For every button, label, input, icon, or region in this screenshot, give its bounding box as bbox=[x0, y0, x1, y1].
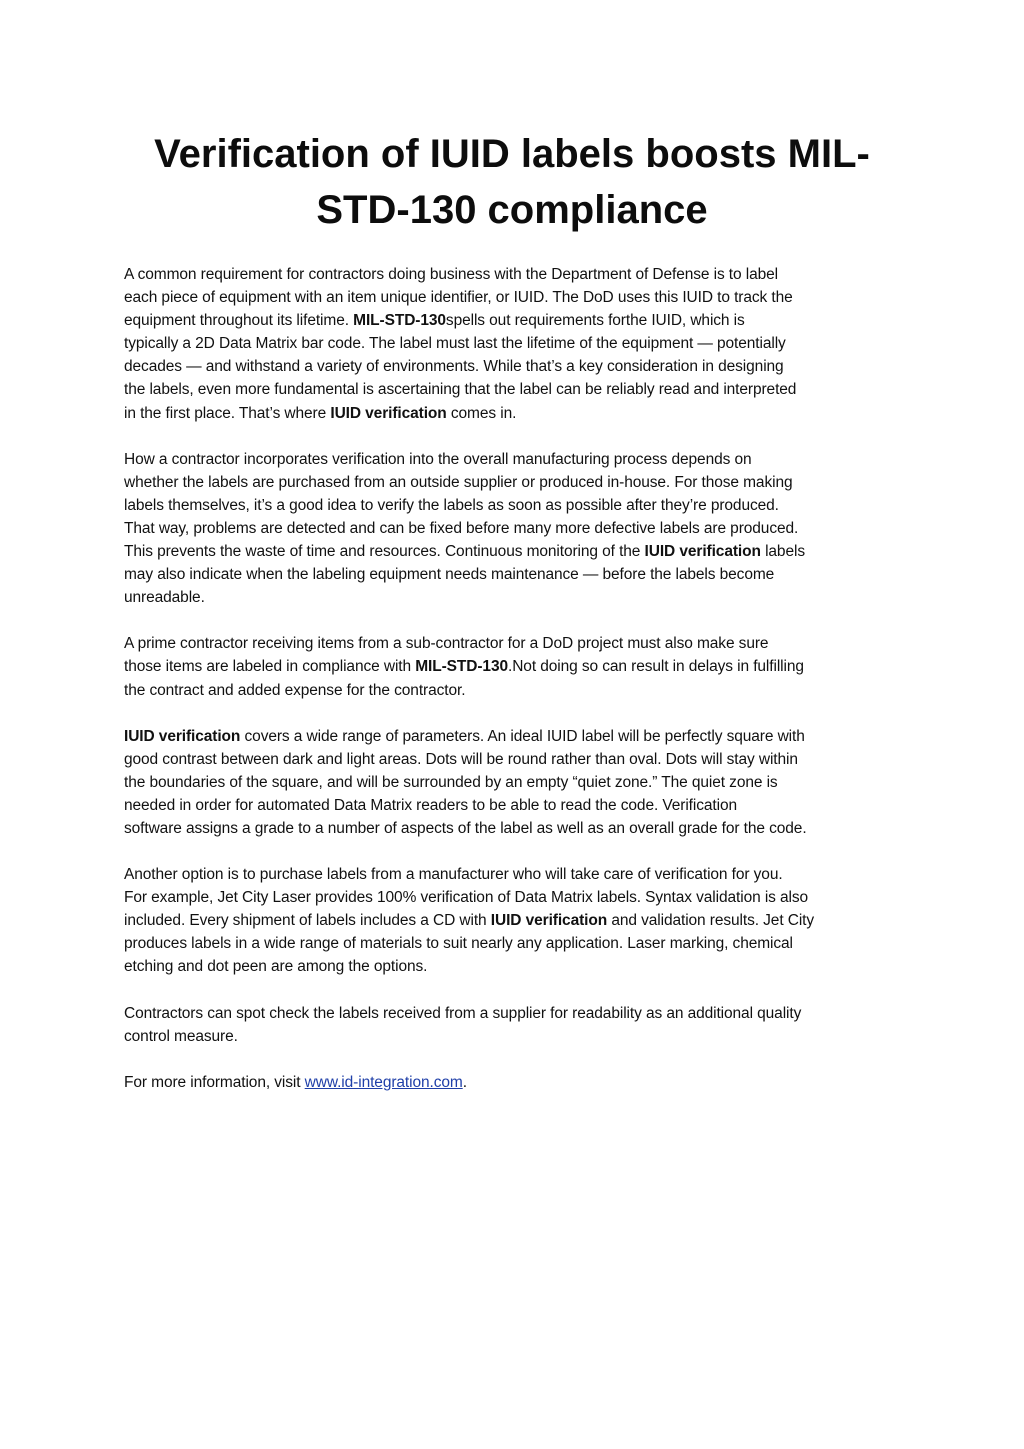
bold-term: IUID verification bbox=[644, 543, 761, 561]
text-run: How a contractor incorporates verification into the overall manufacturing process depends on bbox=[124, 450, 752, 468]
text-run: spells out requirements forthe IUID, which is bbox=[445, 312, 745, 330]
text-run: etching and dot peen are among the options. bbox=[124, 958, 428, 976]
text-run: typically a 2D Data Matrix bar code. The label must last the lifetime of the equipment — potentially bbox=[124, 335, 786, 353]
text-run: For example, Jet City Laser provides 100% verification of Data Matrix labels. Syntax validation is also bbox=[124, 889, 809, 907]
text-run: .Not doing so can result in delays in fulfilling bbox=[508, 658, 804, 676]
text-line bbox=[124, 1002, 914, 1025]
text-run: comes in. bbox=[446, 404, 517, 422]
text-run: equipment throughout its lifetime. bbox=[124, 312, 354, 330]
text-run: and validation results. Jet City bbox=[607, 912, 815, 930]
text-line bbox=[124, 817, 914, 840]
text-run: labels bbox=[760, 543, 805, 561]
text-line bbox=[124, 679, 914, 702]
text-line bbox=[124, 286, 914, 309]
paragraph bbox=[124, 863, 914, 978]
text-line bbox=[124, 332, 914, 355]
text-line bbox=[124, 563, 914, 586]
bold-term: MIL-STD-130 bbox=[415, 658, 508, 676]
text-line bbox=[124, 863, 914, 886]
text-line bbox=[124, 402, 914, 425]
bold-term: IUID verification bbox=[490, 912, 608, 930]
bold-term: MIL-STD-130 bbox=[353, 312, 446, 330]
text-line bbox=[124, 494, 914, 517]
bold-term: IUID verification bbox=[124, 727, 241, 745]
text-run: A prime contractor receiving items from a sub-contractor for a DoD project must also make sure bbox=[124, 635, 769, 653]
text-run: software assigns a grade to a number of aspects of the label as well as an overall grade for the code. bbox=[124, 819, 807, 837]
text-line bbox=[124, 794, 914, 817]
text-run: included. Every shipment of labels includes a CD with bbox=[124, 912, 491, 930]
paragraph bbox=[124, 448, 914, 610]
text-line bbox=[124, 540, 914, 563]
text-line bbox=[124, 471, 914, 494]
text-run: those items are labeled in compliance with bbox=[124, 658, 416, 676]
text-run: whether the labels are purchased from an outside supplier or produced in-house. For those making bbox=[124, 473, 793, 491]
text-run: control measure. bbox=[124, 1027, 238, 1045]
text-line bbox=[124, 1025, 914, 1048]
text-line bbox=[124, 355, 914, 378]
text-line bbox=[124, 378, 914, 401]
text-line bbox=[124, 725, 914, 748]
text-line bbox=[124, 655, 914, 678]
text-run: labels themselves, it’s a good idea to verify the labels as soon as possible after they’re produced. bbox=[124, 496, 779, 514]
text-run: For more information, visit bbox=[124, 1073, 305, 1091]
text-run: This prevents the waste of time and resources. Continuous monitoring of the bbox=[124, 543, 645, 561]
text-line bbox=[124, 309, 914, 332]
text-run: the contract and added expense for the contractor. bbox=[124, 681, 466, 699]
title-line: STD-130 compliance bbox=[316, 188, 708, 232]
text-line bbox=[124, 517, 914, 540]
text-line bbox=[124, 748, 914, 771]
bold-term: IUID verification bbox=[330, 404, 447, 422]
text-run: A common requirement for contractors doing business with the Department of Defense is to label bbox=[124, 266, 778, 283]
paragraph bbox=[124, 1002, 914, 1048]
text-run: . bbox=[462, 1073, 467, 1091]
text-run: in the first place. That’s where bbox=[124, 404, 331, 422]
text-run: decades — and withstand a variety of environments. While that’s a key consideration in designing bbox=[124, 358, 784, 376]
text-run: needed in order for automated Data Matrix readers to be able to read the code. Verification bbox=[124, 796, 737, 814]
text-run: the boundaries of the square, and will be surrounded by an empty “quiet zone.” The quiet zone is bbox=[124, 773, 778, 791]
text-line bbox=[124, 1071, 914, 1094]
text-run: unreadable. bbox=[124, 589, 205, 607]
text-line bbox=[124, 932, 914, 955]
text-line bbox=[124, 632, 914, 655]
text-line bbox=[124, 263, 914, 286]
text-run: may also indicate when the labeling equipment needs maintenance — before the labels become bbox=[124, 566, 775, 584]
text-run: Another option is to purchase labels from a manufacturer who will take care of verification for you. bbox=[124, 866, 783, 884]
text-line bbox=[124, 955, 914, 978]
text-run: produces labels in a wide range of materials to suit nearly any application. Laser marking, chemical bbox=[124, 935, 793, 953]
paragraph bbox=[124, 725, 914, 840]
paragraph bbox=[124, 632, 914, 701]
text-run: good contrast between dark and light areas. Dots will be round rather than oval. Dots will stay within bbox=[124, 750, 798, 768]
text-line bbox=[124, 771, 914, 794]
text-line bbox=[124, 909, 914, 932]
document-title bbox=[100, 126, 924, 238]
text-run: Contractors can spot check the labels received from a supplier for readability as an additional quality bbox=[124, 1004, 802, 1022]
text-run: the labels, even more fundamental is ascertaining that the label can be reliably read and interpreted bbox=[124, 381, 797, 399]
text-line bbox=[124, 448, 914, 471]
document-body bbox=[124, 263, 914, 1117]
paragraph bbox=[124, 263, 914, 425]
website-link[interactable]: www.id-integration.com bbox=[304, 1073, 463, 1091]
paragraph bbox=[124, 1071, 914, 1094]
text-line bbox=[124, 586, 914, 609]
text-run: That way, problems are detected and can be fixed before many more defective labels are produced. bbox=[124, 519, 799, 537]
text-line bbox=[124, 886, 914, 909]
title-line: Verification of IUID labels boosts MIL- bbox=[154, 132, 870, 176]
text-run: each piece of equipment with an item unique identifier, or IUID. The DoD uses this IUID to track the bbox=[124, 289, 793, 307]
text-run: covers a wide range of parameters. An ideal IUID label will be perfectly square with bbox=[240, 727, 805, 745]
